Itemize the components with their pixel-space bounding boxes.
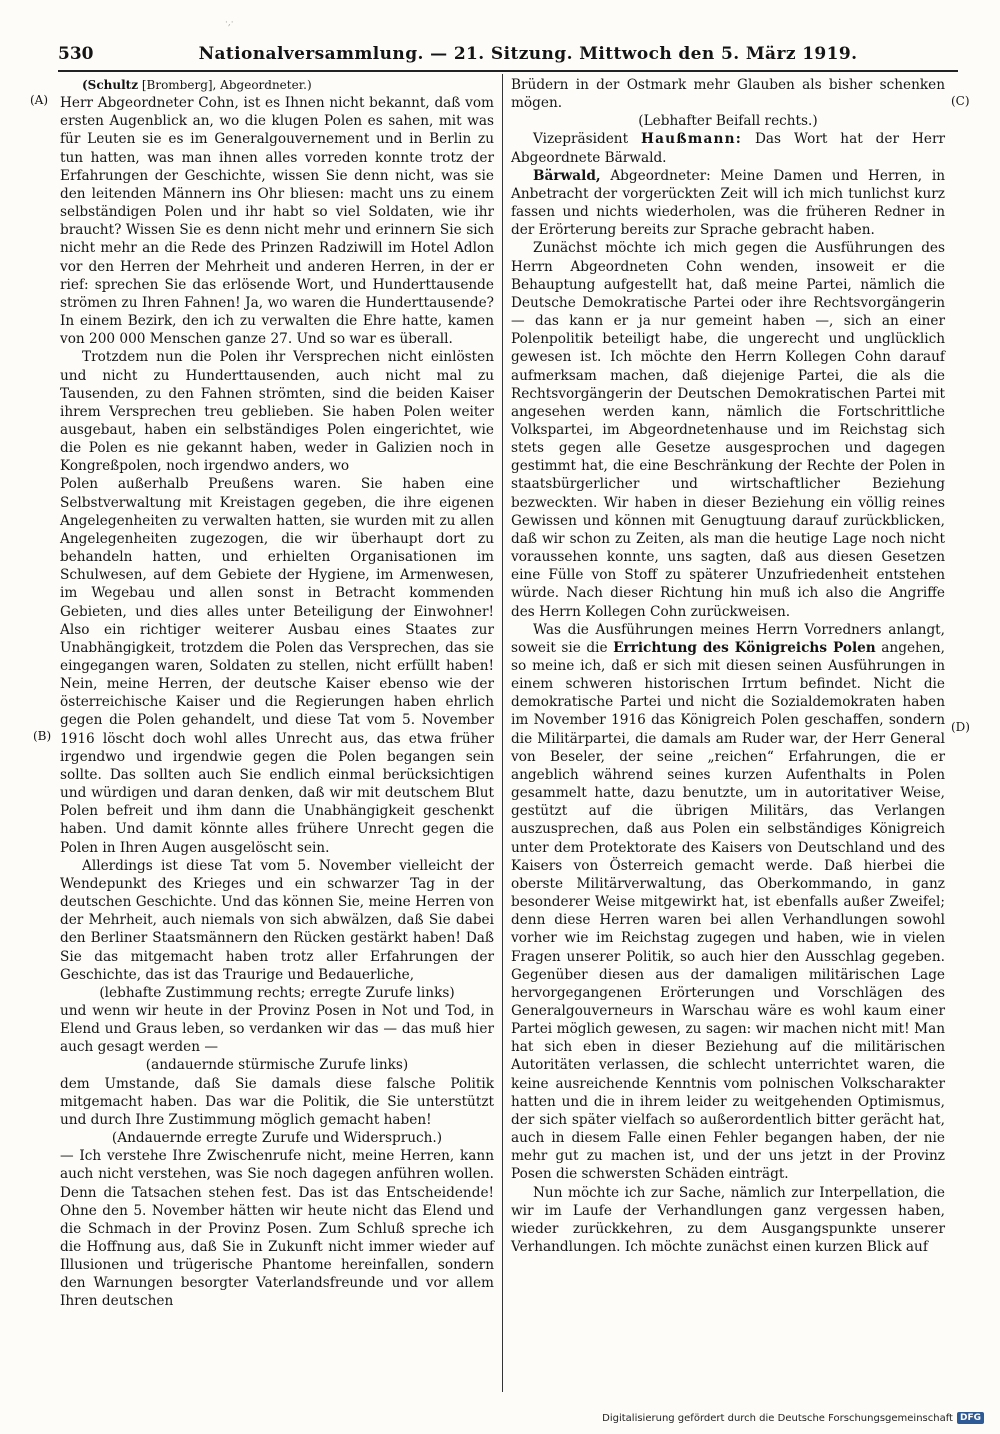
speaker-text: Meine Damen und Herren, in Anbetracht der vorgerückten Zeit will ich mich tunlichst kurz fassen und nichts wiederholen, was die früheren Redner in der Erörterung bereits zur Sprache gebracht haben. [511, 167, 945, 239]
speaker-role: Abgeordneter: [600, 167, 721, 184]
page-header [58, 44, 958, 68]
left-column [60, 76, 494, 1311]
speaker-reference [60, 76, 494, 94]
interjection: (lebhafte Zustimmung rechts; erregte Zurufe links) [99, 984, 455, 1001]
speaker-ref-name: (Schultz [82, 78, 139, 92]
speaker-name: Bärwald, [533, 167, 601, 184]
interjection: (Andauernde erregte Zurufe und Widerspruch.) [111, 1130, 443, 1147]
interjection: (Lebhafter Beifall rechts.) [638, 113, 818, 130]
column-divider [502, 74, 503, 1392]
paragraph: Allerdings ist diese Tat vom 5. November vielleicht der Wendepunkt des Krieges und ein schwarzer Tag in der deutschen Geschichte. Und das können Sie, meine Herren von der Mehrheit, auch niemals von sich abwälzen, daß Sie dabei den Berliner Staatsmännern den Rücken gestärkt haben! Daß Sie das mitgemacht haben trotz aller Erfahrungen der Geschichte, das ist das Traurige und Bedauerliche, [60, 857, 494, 983]
vice-president-line [511, 130, 945, 166]
margin-mark-b: (B) [33, 729, 52, 743]
speaker-intro [511, 167, 945, 240]
margin-mark-a: (A) [30, 93, 49, 107]
paragraph-with-bold [511, 621, 945, 1184]
margin-mark-c: (C) [951, 94, 970, 108]
paragraph: Polen außerhalb Preußens waren. Sie haben eine Selbstverwaltung mit Kreistagen gegeben, die ihre eigenen Angelegenheiten zu verwalten hatten, sie wurden mit zu allen Angelegenheiten zugezogen, die wir überhaupt dort zu behandeln hatten, und erhielten Organisationen im Schulwesen, auf dem Gebiete der Hygiene, im Armenwesen, im Wegebau und allen sonst in Betracht kommenden Gebieten, und dies alles unter Beteiligung der Einwohner! Also ein richtiger weiterer Ausbau eines Staates zur Unabhängigkeit, trotzdem die Polen das Versprechen, das sie eingegangen waren, Soldaten zu stellen, nicht erfüllt haben! Nein, meine Herren, der deutsche Kaiser ebenso wie der österreichische Kaiser und die Regierungen haben ehrlich gegen die Polen gehandelt, und diese Tat vom 5. November 1916 löscht doch wohl alles Unrecht aus, das etwa früher irgendwo und irgendwie gegen die Polen begangen sein sollte. Das sollten auch Sie endlich einmal berücksichtigen und würdigen und daran denken, daß wir mit deutschem Blut Polen befreit und ihm dann die Unabhängigkeit geschenkt haben. Und damit könnte alles frühere Unrecht gegen die Polen in Ihren Augen ausgelöscht sein. [60, 476, 494, 856]
scan-mark: ·,· [225, 18, 234, 28]
speaker-ref-rest: [Bromberg], Abgeordneter.) [138, 78, 312, 92]
paragraph: und wenn wir heute in der Provinz Posen in Not und Tod, in Elend und Graus leben, so verdanken wir das — das muß hier auch gesagt werden — [60, 1002, 494, 1056]
paragraph: — Ich verstehe Ihre Zwischenrufe nicht, meine Herren, kann auch nicht verstehen, was Sie noch dagegen anführen wollen. Denn die Tatsachen stehen fest. Das ist das Entscheidende! Ohne den 5. November hätten wir heute nicht das Elend und die Schmach in der Provinz Posen. Zum Schluß spreche ich die Hoffnung aus, daß Sie in Zukunft nicht immer wieder auf Illusionen und trügerische Phantome hereinfallen, sondern den Warnungen besorgter Vaterlandsfreunde und vor allem Ihren deutschen [60, 1148, 494, 1310]
paragraph: Herr Abgeordneter Cohn, ist es Ihnen nicht bekannt, daß vom ersten Augenblick an, wo die klugen Polen es sahen, mit was für Leuten sie es im Generalgouvernement und in Berlin zu tun hatten, was man ihnen alles vorreden konnte trotz der Erfahrungen der Geschichte, wissen Sie denn nicht, was sie den leitenden Männern ins Ohr bliesen: macht uns zu einem selbständigen Polen und ihr habt so viel Soldaten, wie ihr braucht? Wissen Sie es denn nicht mehr und erinnern Sie sich nicht mehr an die Rede des Prinzen Radziwill im Hotel Adlon vor den Herren der Mehrheit und anderen Herren, in der er rief: sprechen Sie das erlösende Wort, und Hunderttausende strömen zu Ihren Fahnen! Ja, wo waren die Hunderttausende? In einem Bezirk, den ich zu verwalten die Ehre hatte, kamen von 200 000 Menschen ganze 27. Und so war es überall. [60, 95, 494, 348]
vp-label: Vizepräsident [533, 131, 642, 148]
page-number: 530 [58, 44, 94, 64]
margin-mark-d: (D) [951, 720, 970, 734]
paragraph: Zunächst möchte ich mich gegen die Ausführungen des Herrn Abgeordneten Cohn wenden, insoweit er die Behauptung aufgestellt hat, daß meine Partei, nämlich die Deutsche Demokratische Partei oder ihre Rechtsvorgängerin — das kann er ja nur gemeint haben —, sich an einer Polenpolitik beteiligt habe, die ungerecht und unglücklich gewesen ist. Ich möchte den Herrn Kollegen Cohn darauf aufmerksam machen, daß diejenige Partei, die als die Rechtsvorgängerin der Deutschen Demokratischen Partei mit angesehen werden kann, nämlich die Fortschrittliche Volkspartei, im Abgeordnetenhause und im Reichstag sich stets gegen alle Gesetze ausgesprochen und dagegen gestimmt hat, die eine Beschränkung der Rechte der Polen in staatsbürgerlicher und wirtschaftlicher Beziehung bezweckten. Wir haben in dieser Beziehung ein völlig reines Gewissen und können mit Genugtuung darauf zurückblicken, daß wir schon zu Zeiten, als man die heutige Lage noch nicht voraussehen konnte, uns sagten, daß aus diesen Gesetzen eine Fülle von Stoff zu späterer Unzufriedenheit entstehen würde. Nach dieser Richtung hin muß ich also die Angriffe des Herrn Kollegen Cohn zurückweisen. [511, 240, 945, 620]
paragraph: dem Umstande, daß Sie damals diese falsche Politik mitgemacht haben. Das war die Politik, die Sie unterstützt und durch Ihre Zustimmung möglich gemacht haben! [60, 1075, 494, 1128]
dfg-logo: DFG [957, 1412, 984, 1424]
paragraph: Trotzdem nun die Polen ihr Versprechen nicht einlösten und nicht zu Hunderttausenden, auch nicht mal zu Tausenden, zu den Fahnen strömten, sind die beiden Kaiser ihrem Versprechen treu geblieben. Sie haben Polen weiter ausgebaut, haben ein selbständiges Polen eingerichtet, wie die Polen es nie gekannt haben, weder in Galizien noch in Kongreßpolen, noch irgendwo anders, wo [60, 349, 494, 475]
vp-text: Das Wort hat der Herr Abgeordnete Bärwald. [511, 131, 945, 166]
paragraph: Nun möchte ich zur Sache, nämlich zur Interpellation, die wir im Laufe der Verhandlungen ganz vergessen haben, wieder zurückkehren, zu dem Ausgangspunkte unserer Verhandlungen. Ich möchte zunächst einen kurzen Blick auf [511, 1184, 945, 1255]
vp-name: Haußmann: [641, 131, 742, 148]
page-title: Nationalversammlung. — 21. Sitzung. Mittwoch den 5. März 1919. [198, 44, 858, 64]
header-rule [58, 70, 958, 72]
para-rest: angehen, so meine ich, daß er sich mit diesen seinen Ausführungen in einem schweren historischen Irrtum befindet. Nicht die demokratische Partei und nicht die Sozialdemokraten haben im November 1916 das Königreich Polen geschaffen, sondern die Militärpartei, die damals am Ruder war, der Herr General von Beseler, der seine „reichen“ Erfahrungen, die er angeblich während seines kurzen Aufenthalts in Polen gesammelt hatte, dazu benutzte, um in autoritativer Weise, gestützt auf die übrigen Militärs, das Verlangen auszusprechen, daß aus Polen ein selbständiges Königreich unter dem Protektorate des Kaisers von Deutschland und des Kaisers von Österreich gemacht werde. Daß hierbei die oberste Militärverwaltung, das Oberkommando, in ganz besonderer Weise mitgewirkt hat, ist ebenfalls außer Zweifel; denn diese Herren waren bei allen Verhandlungen sowohl vorher wie im Reichstag zugegen und haben, wie in vielen Fragen unserer Politik, so auch hier den Ausschlag gegeben. Gegenüber diesen aus der damaligen militärischen Lage hervorgegangenen Erörterungen und Vorschlägen des Generalgouverneurs in Warschau wäre es wohl kaum einer Partei möglich gewesen, zu sagen: wir machen nicht mit! Man hat sich eben in dieser Beziehung auf die militärischen Autoritäten verlassen, die schlecht unterrichtet waren, die keine ausreichende Kenntnis vom polnischen Volkscharakter hatten und die in ihrem leider zu weitgehenden Optimismus, der sich später vielfach so außerordentlich bitter gerächt hat, auch in diesem Falle einen Fehler begangen haben, der nie mehr gut zu machen ist, und der uns jetzt in der Provinz Posen die schwersten Schäden einträgt. [511, 639, 945, 1183]
right-column [511, 76, 945, 1256]
interjection: (andauernde stürmische Zurufe links) [145, 1057, 409, 1074]
footer [602, 1412, 984, 1424]
footer-text: Digitalisierung gefördert durch die Deutsche Forschungsgemeinschaft [602, 1412, 953, 1424]
para-start: Was die Ausführungen meines Herrn Vorredners anlangt, soweit sie die [511, 621, 945, 656]
bold-phrase: Errichtung des Königreichs Polen [613, 639, 876, 656]
paragraph: Brüdern in der Ostmark mehr Glauben als bisher schenken mögen. [511, 77, 945, 112]
